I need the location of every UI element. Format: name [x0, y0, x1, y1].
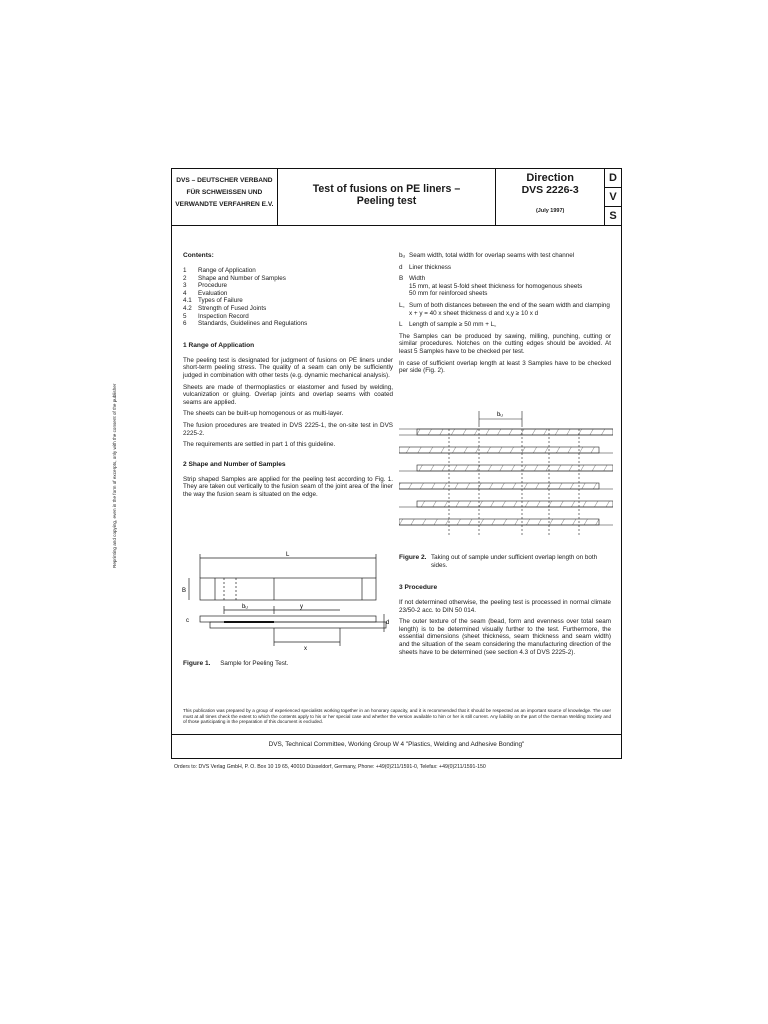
paragraph: The requirements are settled in part 1 of this guideline.	[183, 441, 336, 449]
logo-letter: V	[605, 188, 621, 207]
figure-1-caption	[183, 660, 288, 668]
label-c: c	[186, 618, 189, 624]
toc-item: 6 Standards, Guidelines and Regulations	[183, 320, 308, 328]
document-code: DVS 2226-3	[521, 184, 579, 196]
direction-label: Direction	[526, 172, 574, 184]
table-of-contents	[183, 267, 393, 328]
section-1-body	[183, 357, 393, 449]
caption-text: Taking out of sample under sufficient overlap length on both sides.	[431, 554, 598, 569]
committee-line: DVS, Technical Committee, Working Group W 4 "Plastics, Welding and Adhesive Bonding"	[268, 741, 525, 748]
title-line-2: Peeling test	[356, 195, 417, 207]
org-line-2: FÜR SCHWEISSEN UND	[186, 189, 263, 196]
org-line-1: DVS – DEUTSCHER VERBAND	[176, 177, 273, 184]
copyright-side-note: Reprinting and copying, even in the form of excerpts, only with the consent of the publisher	[112, 383, 117, 568]
toc-item: 5 Inspection Record	[183, 312, 249, 320]
section-2-body: Strip shaped Samples are applied for the peeling test according to Fig. 1. They are taken out vertically to the fusion seam of the joint area of the liner the way the fusion seam is situated on the edge.	[183, 475, 393, 498]
caption-number: Figure 1.	[183, 660, 211, 667]
paragraph: The peeling test is designated for judgment of fusions on PE liners under short-term peeling stress. The quality of a seam can only be sufficiently judged in combination with other tests (e.g. dynamic mechanical analysis).	[183, 356, 393, 379]
caption-text: Sample for Peeling Test.	[220, 660, 289, 667]
section-3-heading: 3 Procedure	[399, 584, 438, 591]
paragraph: The sheets can be built-up homogenous or as multi-layer.	[183, 410, 344, 418]
definition: B Width 15 mm, at least 5-fold sheet thickness for homogenous sheets 50 mm for reinforced sheets	[399, 275, 583, 298]
section-3-body	[399, 599, 611, 656]
toc-item: 2 Shape and Number of Samples	[183, 274, 286, 282]
title-line-1: Test of fusions on PE liners –	[312, 183, 461, 195]
orders-line: Orders to: DVS Verlag GmbH, P. O. Box 10 19 65, 40010 Düsseldorf, Germany, Phone: +49(0)211/1591-0, Telefax: +49(0)211/1591-150	[174, 764, 486, 770]
label-bu: bᵤ	[497, 412, 503, 418]
definition: L꜀ Sum of both distances between the end of the seam width and clamping x + y = 40 x sheet thickness d and x,y ≥ 10 x d	[399, 301, 610, 317]
footer-divider	[171, 734, 622, 735]
figure-2-overlap-drawing	[399, 405, 613, 547]
paragraph: The Samples can be produced by sawing, milling, punching, cutting or similar procedures. Notches on the cutting edges should be avoided. At least 5 Samples have to be checked per test.	[399, 332, 611, 355]
disclaimer: This publication was prepared by a group of experienced specialists working together in an honorary capacity, and it is recommended that it should be respected as an important source of knowledge. The user must at all times check the extent to which the contents apply to his or her special case and whether the version available to him or her is still current. Any liability on the part of the German Welding Society and of those participating in the preparation of this document is excluded.	[183, 708, 611, 725]
logo-letter: D	[605, 169, 621, 188]
paragraph: Sheets are made of thermoplastics or elastomer and fused by welding, vulcanization or gluing. Overlap joints and overlap seams with coated seams are applied.	[183, 383, 393, 406]
toc-item: 4.2 Strength of Fused Joints	[183, 304, 267, 312]
label-bu: bᵤ	[242, 604, 248, 610]
toc-item: 4.1 Types of Failure	[183, 297, 243, 305]
paragraph: The outer texture of the seam (bead, form and evenness over total seam length) is to be determined visually further to the test. Furthermore, the essential dimensions (sheet thickness, seam thickness and seam width) and the situation of the seam considering the manufacturing direction of the sheets have to be determined (see section 4.3 of DVS 2225-2).	[399, 618, 611, 656]
label-d: d	[386, 620, 390, 626]
section-1-heading: 1 Range of Application	[183, 341, 255, 349]
label-y: y	[300, 604, 303, 610]
section-2-heading: 2 Shape and Number of Samples	[183, 460, 286, 468]
caption-number: Figure 2.	[399, 554, 427, 561]
org-line-3: VERWANDTE VERFAHREN E.V.	[175, 201, 274, 208]
definition: bᵤ Seam width, total width for overlap seams with test channel	[399, 252, 575, 259]
logo-letter: S	[609, 210, 617, 222]
figure-2-caption	[399, 554, 611, 569]
paragraph: If not determined otherwise, the peeling test is processed in normal climate 23/50-2 acc. to DIN 50 014.	[399, 599, 611, 614]
contents-heading: Contents:	[183, 252, 214, 259]
definition: L Length of sample ≥ 50 mm + L꜀	[399, 321, 497, 329]
toc-item: 1 Range of Application	[183, 267, 256, 274]
toc-item: 4 Evaluation	[183, 289, 228, 297]
label-x: x	[304, 646, 307, 652]
document-date: (July 1997)	[535, 208, 565, 214]
paragraph: In case of sufficient overlap length at least 3 Samples have to be checked per side (Fig. 2).	[399, 359, 611, 375]
label-B: B	[182, 588, 187, 594]
paragraph: The fusion procedures are treated in DVS 2225-1, the on-site test in DVS 2225-2.	[183, 421, 393, 437]
label-L: L	[286, 552, 290, 558]
definition: d Liner thickness	[399, 263, 451, 271]
right-column	[399, 252, 611, 375]
left-column	[183, 252, 393, 498]
figure-1-sample-drawing	[180, 548, 392, 660]
toc-item: 3 Procedure	[183, 282, 228, 290]
section-3	[399, 584, 611, 656]
